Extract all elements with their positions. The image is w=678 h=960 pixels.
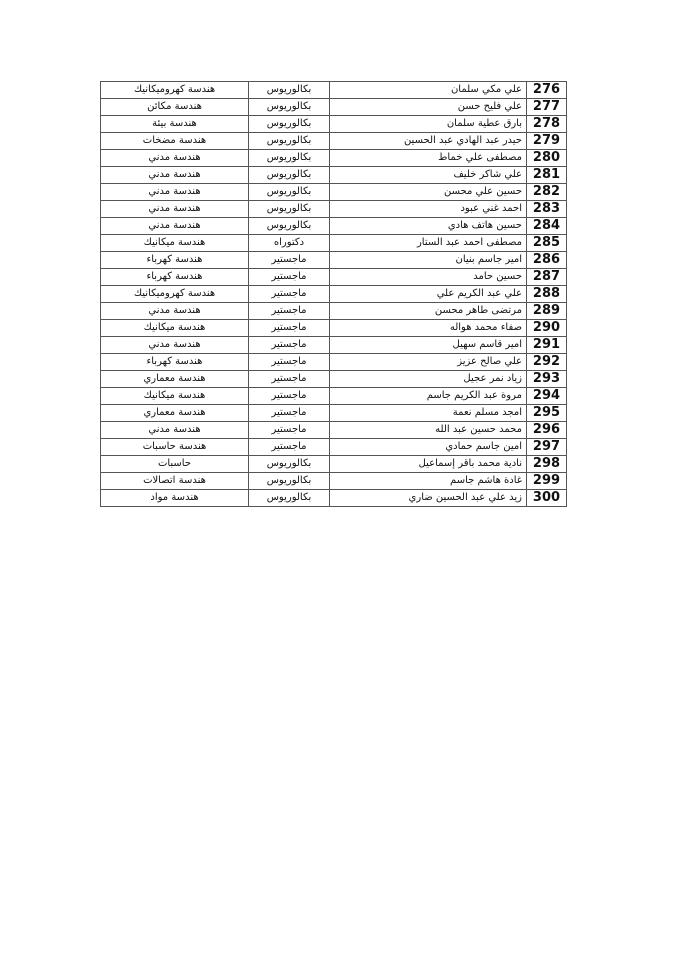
specialization: هندسة مكائن <box>101 99 249 116</box>
specialization: هندسة بيئة <box>101 116 249 133</box>
person-name: حسين علي محسن <box>330 184 527 201</box>
specialization: هندسة مدني <box>101 303 249 320</box>
row-number: 299 <box>527 473 567 490</box>
table-row <box>101 490 567 507</box>
specialization: هندسة مضخات <box>101 133 249 150</box>
person-name: حسين حامد <box>330 269 527 286</box>
specialization: هندسة ميكانيك <box>101 235 249 252</box>
row-number: 298 <box>527 456 567 473</box>
table-row <box>101 269 567 286</box>
person-name: مروة عبد الكريم جاسم <box>330 388 527 405</box>
row-number: 282 <box>527 184 567 201</box>
specialization: هندسة اتصالات <box>101 473 249 490</box>
row-number: 297 <box>527 439 567 456</box>
table-row <box>101 303 567 320</box>
table-row <box>101 82 567 99</box>
specialization: هندسة مدني <box>101 422 249 439</box>
table-row <box>101 116 567 133</box>
row-number: 288 <box>527 286 567 303</box>
academic-degree: ماجستير <box>249 405 330 422</box>
row-number: 296 <box>527 422 567 439</box>
academic-degree: بكالوريوس <box>249 456 330 473</box>
academic-degree: ماجستير <box>249 439 330 456</box>
roster-table <box>100 81 567 507</box>
row-number: 289 <box>527 303 567 320</box>
academic-degree: دكتوراه <box>249 235 330 252</box>
specialization: هندسة مدني <box>101 150 249 167</box>
person-name: امجد مسلم نعمة <box>330 405 527 422</box>
academic-degree: ماجستير <box>249 388 330 405</box>
row-number: 285 <box>527 235 567 252</box>
academic-degree: ماجستير <box>249 303 330 320</box>
table-row <box>101 371 567 388</box>
academic-degree: بكالوريوس <box>249 490 330 507</box>
table-row <box>101 218 567 235</box>
specialization: هندسة معماري <box>101 405 249 422</box>
specialization: هندسة مدني <box>101 184 249 201</box>
table-row <box>101 405 567 422</box>
person-name: مرتضى طاهر محسن <box>330 303 527 320</box>
person-name: علي فليح حسن <box>330 99 527 116</box>
specialization: هندسة مدني <box>101 218 249 235</box>
specialization: هندسة كهروميكانيك <box>101 82 249 99</box>
specialization: حاسبات <box>101 456 249 473</box>
table-row <box>101 320 567 337</box>
table-row <box>101 201 567 218</box>
row-number: 294 <box>527 388 567 405</box>
row-number: 292 <box>527 354 567 371</box>
academic-degree: ماجستير <box>249 337 330 354</box>
specialization: هندسة كهرباء <box>101 269 249 286</box>
academic-degree: بكالوريوس <box>249 184 330 201</box>
table-row <box>101 150 567 167</box>
academic-degree: بكالوريوس <box>249 218 330 235</box>
row-number: 276 <box>527 82 567 99</box>
row-number: 293 <box>527 371 567 388</box>
specialization: هندسة مدني <box>101 337 249 354</box>
academic-degree: ماجستير <box>249 371 330 388</box>
table-row <box>101 252 567 269</box>
academic-degree: ماجستير <box>249 252 330 269</box>
specialization: هندسة مواد <box>101 490 249 507</box>
person-name: احمد غني عبود <box>330 201 527 218</box>
person-name: نادية محمد باقر إسماعيل <box>330 456 527 473</box>
person-name: زياد نمر عجيل <box>330 371 527 388</box>
row-number: 277 <box>527 99 567 116</box>
academic-degree: بكالوريوس <box>249 150 330 167</box>
person-name: حيدر عبد الهادي عبد الحسين <box>330 133 527 150</box>
person-name: علي صالح عزيز <box>330 354 527 371</box>
person-name: امير قاسم سهيل <box>330 337 527 354</box>
specialization: هندسة مدني <box>101 167 249 184</box>
person-name: امين جاسم حمادي <box>330 439 527 456</box>
specialization: هندسة ميكانيك <box>101 388 249 405</box>
academic-degree: ماجستير <box>249 422 330 439</box>
table-row <box>101 422 567 439</box>
table-row <box>101 354 567 371</box>
specialization: هندسة مدني <box>101 201 249 218</box>
specialization: هندسة معماري <box>101 371 249 388</box>
specialization: هندسة كهرباء <box>101 354 249 371</box>
table-row <box>101 439 567 456</box>
row-number: 286 <box>527 252 567 269</box>
row-number: 295 <box>527 405 567 422</box>
person-name: علي شاكر خليف <box>330 167 527 184</box>
table-row <box>101 184 567 201</box>
specialization: هندسة كهرباء <box>101 252 249 269</box>
row-number: 278 <box>527 116 567 133</box>
row-number: 281 <box>527 167 567 184</box>
person-name: بارق عطية سلمان <box>330 116 527 133</box>
table-row <box>101 337 567 354</box>
academic-degree: بكالوريوس <box>249 116 330 133</box>
person-name: محمد حسين عبد الله <box>330 422 527 439</box>
table-row <box>101 167 567 184</box>
table-row <box>101 456 567 473</box>
academic-degree: بكالوريوس <box>249 167 330 184</box>
specialization: هندسة ميكانيك <box>101 320 249 337</box>
row-number: 300 <box>527 490 567 507</box>
table-row <box>101 99 567 116</box>
row-number: 287 <box>527 269 567 286</box>
academic-degree: بكالوريوس <box>249 99 330 116</box>
row-number: 291 <box>527 337 567 354</box>
person-name: علي عبد الكريم علي <box>330 286 527 303</box>
row-number: 280 <box>527 150 567 167</box>
person-name: علي مكي سلمان <box>330 82 527 99</box>
row-number: 290 <box>527 320 567 337</box>
row-number: 284 <box>527 218 567 235</box>
table-row <box>101 286 567 303</box>
person-name: غادة هاشم جاسم <box>330 473 527 490</box>
person-name: مصطفى احمد عبد الستار <box>330 235 527 252</box>
specialization: هندسة حاسبات <box>101 439 249 456</box>
academic-degree: ماجستير <box>249 320 330 337</box>
table-row <box>101 133 567 150</box>
academic-degree: بكالوريوس <box>249 201 330 218</box>
table-row <box>101 473 567 490</box>
row-number: 279 <box>527 133 567 150</box>
person-name: امير جاسم بنيان <box>330 252 527 269</box>
academic-degree: ماجستير <box>249 354 330 371</box>
academic-degree: ماجستير <box>249 286 330 303</box>
academic-degree: بكالوريوس <box>249 82 330 99</box>
person-name: حسين هاتف هادي <box>330 218 527 235</box>
roster-table-body <box>101 82 567 507</box>
academic-degree: بكالوريوس <box>249 133 330 150</box>
academic-degree: بكالوريوس <box>249 473 330 490</box>
row-number: 283 <box>527 201 567 218</box>
academic-degree: ماجستير <box>249 269 330 286</box>
specialization: هندسة كهروميكانيك <box>101 286 249 303</box>
person-name: مصطفى علي خماط <box>330 150 527 167</box>
person-name: زيد علي عبد الحسين ضاري <box>330 490 527 507</box>
table-row <box>101 235 567 252</box>
person-name: صفاء محمد هواله <box>330 320 527 337</box>
table-row <box>101 388 567 405</box>
